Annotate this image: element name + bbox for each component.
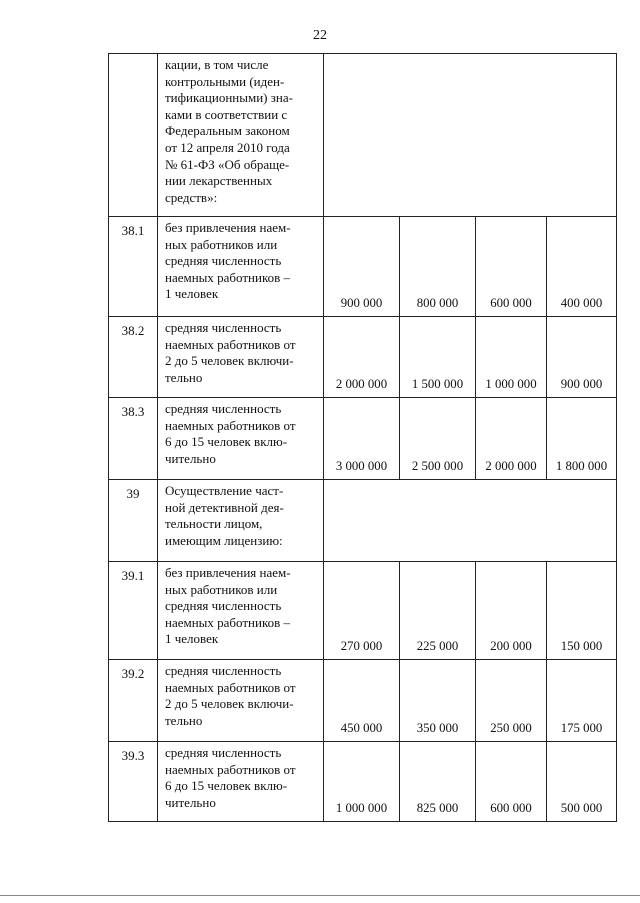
page-bottom-divider [0, 895, 640, 896]
table-row [109, 54, 617, 217]
table-row [109, 398, 617, 480]
tax-rate-table [108, 53, 617, 822]
row-description-cell [158, 317, 324, 398]
value-cell: 250 000 [476, 660, 547, 742]
row-description-cell [158, 480, 324, 562]
row-description: средняя численность наемных работников от 6 до 15 человек вклю- чительно [165, 401, 296, 466]
row-description: Осуществление част- ной детективной дея- тельности лицом, имеющим лицензию: [165, 483, 284, 548]
row-number: 38.1 [109, 217, 158, 317]
row-description-cell [158, 660, 324, 742]
row-description: средняя численность наемных работников от 6 до 15 человек вклю- чительно [165, 745, 296, 810]
table-row [109, 217, 617, 317]
value-cell: 175 000 [547, 660, 617, 742]
value-cell: 1 000 000 [476, 317, 547, 398]
row-description: кации, в том числе контрольными (иден- тификационными) зна- ками в соответствии с Федеральным законом от 12 апреля 2010 года № 61-ФЗ «Об обраще- нии лекарственных средств»: [165, 57, 293, 205]
value-cell: 900 000 [547, 317, 617, 398]
row-number: 39.2 [109, 660, 158, 742]
row-description: средняя численность наемных работников от 2 до 5 человек включи- тельно [165, 663, 296, 728]
value-cell: 1 000 000 [324, 742, 400, 822]
row-number-cell [109, 54, 158, 217]
value-cell: 825 000 [400, 742, 476, 822]
value-cell: 200 000 [476, 562, 547, 660]
row-description-cell [158, 562, 324, 660]
row-description: без привлечения наем- ных работников или средняя численность наемных работников – 1 человек [165, 220, 291, 302]
row-number: 39.1 [109, 562, 158, 660]
value-cell: 3 000 000 [324, 398, 400, 480]
table-row [109, 562, 617, 660]
table-row [109, 742, 617, 822]
row-number: 39.3 [109, 742, 158, 822]
value-cell: 350 000 [400, 660, 476, 742]
value-cell: 500 000 [547, 742, 617, 822]
row-description-cell [158, 398, 324, 480]
row-description: средняя численность наемных работников от 2 до 5 человек включи- тельно [165, 320, 296, 385]
table-row [109, 317, 617, 398]
table-row [109, 660, 617, 742]
row-description: без привлечения наем- ных работников или средняя численность наемных работников – 1 человек [165, 565, 291, 647]
value-cell: 800 000 [400, 217, 476, 317]
empty-values-cell [324, 480, 617, 562]
row-number: 38.2 [109, 317, 158, 398]
value-cell: 2 000 000 [476, 398, 547, 480]
value-cell: 2 000 000 [324, 317, 400, 398]
value-cell: 270 000 [324, 562, 400, 660]
value-cell: 2 500 000 [400, 398, 476, 480]
row-number: 39 [109, 480, 158, 562]
value-cell: 1 500 000 [400, 317, 476, 398]
value-cell: 900 000 [324, 217, 400, 317]
value-cell: 1 800 000 [547, 398, 617, 480]
row-description-cell [158, 54, 324, 217]
row-description-cell [158, 217, 324, 317]
value-cell: 600 000 [476, 217, 547, 317]
table-row [109, 480, 617, 562]
page-number: 22 [313, 28, 327, 43]
value-cell: 225 000 [400, 562, 476, 660]
empty-values-cell [324, 54, 617, 217]
value-cell: 600 000 [476, 742, 547, 822]
value-cell: 150 000 [547, 562, 617, 660]
value-cell: 450 000 [324, 660, 400, 742]
value-cell: 400 000 [547, 217, 617, 317]
row-number: 38.3 [109, 398, 158, 480]
row-description-cell [158, 742, 324, 822]
